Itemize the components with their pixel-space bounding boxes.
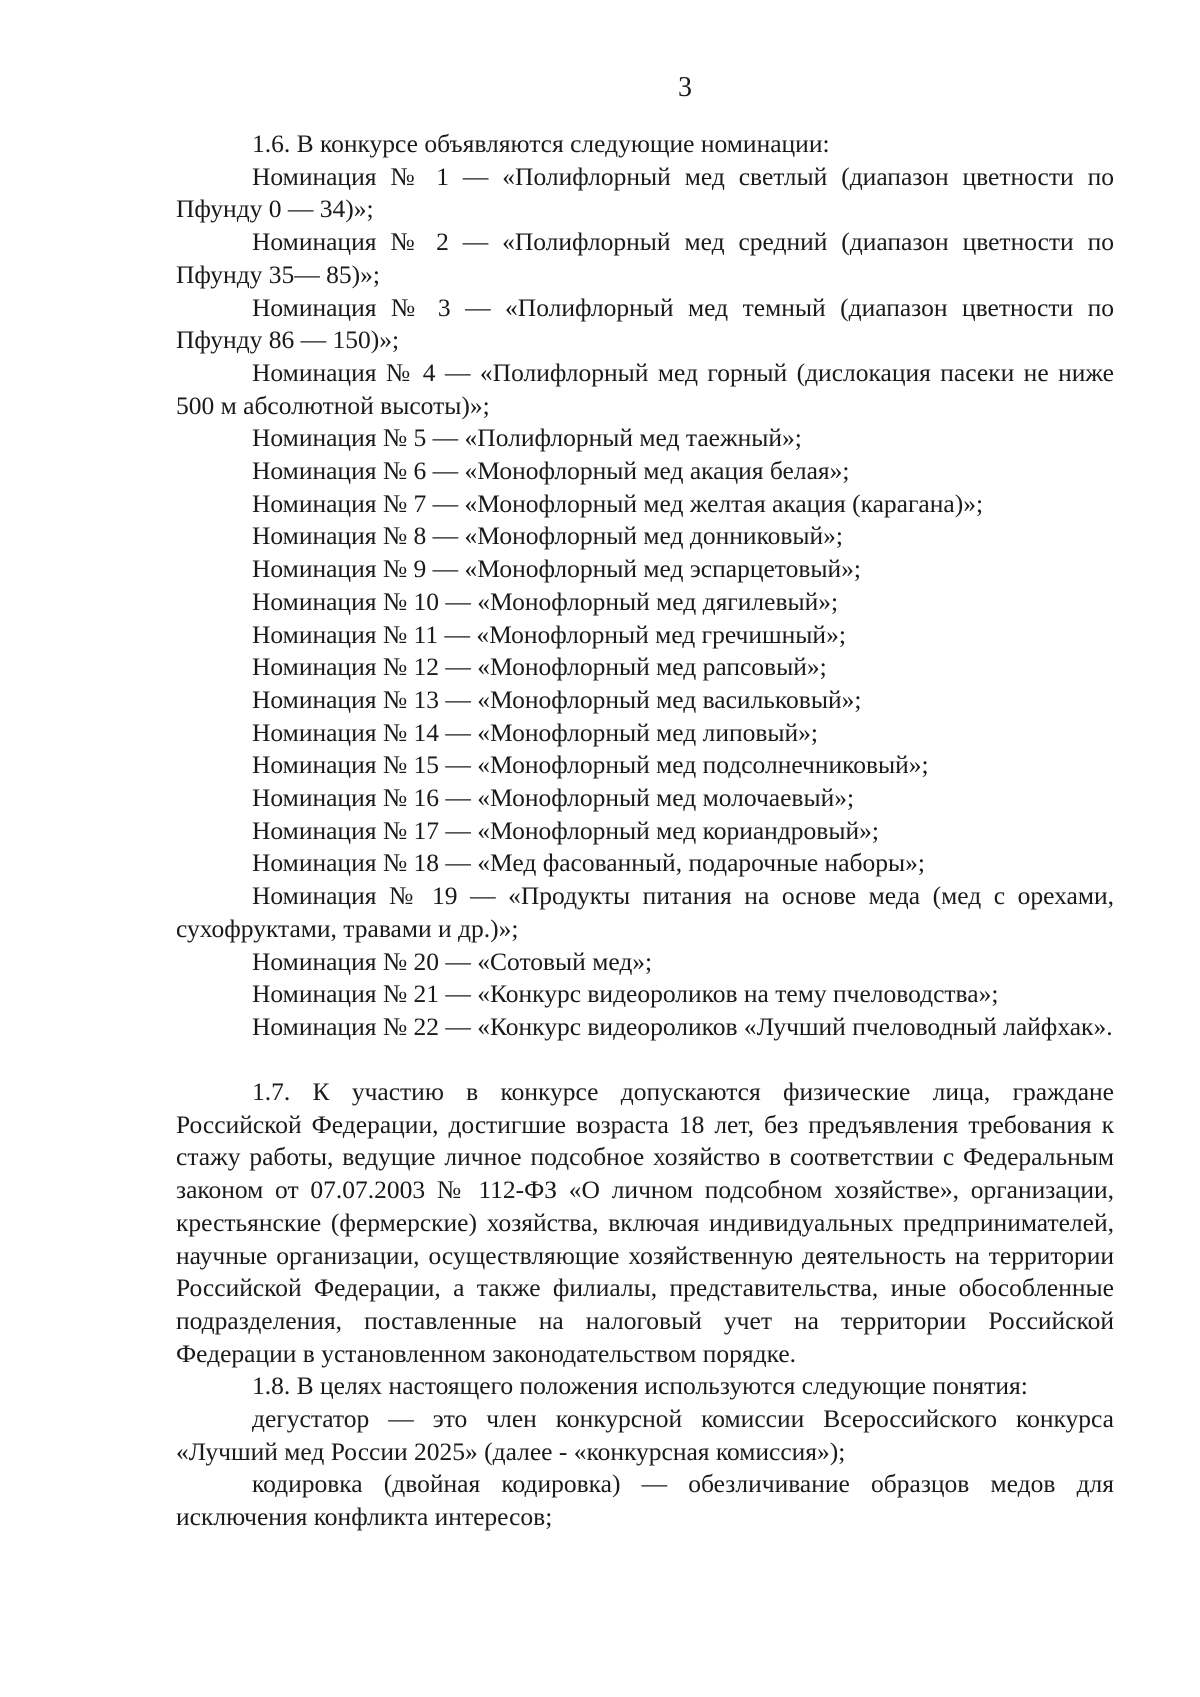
section-1-8-heading: 1.8. В целях настоящего положения используются следующие понятия: [252,1371,1028,1401]
section-1-6-heading: 1.6. В конкурсе объявляются следующие номинации: [252,129,830,158]
nomination-item: Номинация № 18 — «Мед фасованный, подарочные наборы»; [252,848,925,878]
section-1-7-paragraph: 1.7. К участию в конкурсе допускаются физические лица, граждане Российской Федерации, достигшие возраста 18 лет, без предъявления требования к стажу работы, ведущие личное подсобное хозяйство в соответствии с Федеральным законом от 07.07.2003 № 112-ФЗ «О личном подсобном хозяйстве», организации, крестьянские (фермерские) хозяйства, включая индивидуальных предпринимателей, научные организации, осуществляющие хозяйственную деятельность на территории Российской Федерации, а также филиалы, представительства, иные обособленные подразделения, поставленные на налоговый учет на территории Российской Федерации в установленном законодательством порядке. [176,1077,1114,1368]
nomination-item: Номинация № 4 — «Полифлорный мед горный (дислокация пасеки не ниже 500 м абсолютной высоты)»; [176,357,1114,420]
nomination-item: Номинация № 2 — «Полифлорный мед средний (диапазон цветности по Пфунду 35— 85)»; [176,227,1114,289]
nomination-item: Номинация № 21 — «Конкурс видеороликов на тему пчеловодства»; [252,979,999,1009]
nomination-item: Номинация № 8 — «Монофлорный мед донниковый»; [252,521,844,551]
nomination-item: Номинация № 11 — «Монофлорный мед гречишный»; [252,619,846,649]
nomination-item: Номинация № 19 — «Продукты питания на основе меда (мед с орехами, сухофруктами, травами и др.)»; [176,881,1114,943]
definition-item: кодировка (двойная кодировка) — обезличивание образцов медов для исключения конфликта интересов; [176,1469,1114,1532]
document-body-lower [176,1076,1114,1534]
document-body [176,128,1114,1044]
nomination-item: Номинация № 12 — «Монофлорный мед рапсовый»; [252,652,827,682]
nomination-item: Номинация № 6 — «Монофлорный мед акация белая»; [252,456,850,486]
page-number: 3 [678,72,692,103]
nomination-item: Номинация № 3 — «Полифлорный мед темный (диапазон цветности по Пфунду 86 — 150)»; [176,292,1114,355]
nomination-item: Номинация № 17 — «Монофлорный мед кориандровый»; [252,815,879,845]
definition-item: дегустатор — это член конкурсной комиссии Всероссийского конкурса «Лучший мед России 2025» (далее - «конкурсная комиссия»); [176,1404,1114,1466]
nomination-item: Номинация № 7 — «Монофлорный мед желтая акация (карагана)»; [252,488,984,518]
nomination-item: Номинация № 13 — «Монофлорный мед васильковый»; [252,684,862,714]
nomination-item: Номинация № 1 — «Полифлорный мед светлый (диапазон цветности по Пфунду 0 — 34)»; [176,161,1114,224]
nomination-item: Номинация № 22 — «Конкурс видеороликов «Лучший пчеловодный лайфхак». [252,1011,1113,1041]
nomination-item: Номинация № 5 — «Полифлорный мед таежный»; [252,423,802,453]
nomination-item: Номинация № 10 — «Монофлорный мед дягилевый»; [252,586,839,616]
nomination-item: Номинация № 16 — «Монофлорный мед молочаевый»; [252,783,855,813]
nomination-item: Номинация № 20 — «Сотовый мед»; [252,946,653,976]
nomination-item: Номинация № 14 — «Монофлорный мед липовый»; [252,717,819,747]
nomination-item: Номинация № 15 — «Монофлорный мед подсолнечниковый»; [252,750,929,780]
nomination-item: Номинация № 9 — «Монофлорный мед эспарцетовый»; [252,554,861,584]
